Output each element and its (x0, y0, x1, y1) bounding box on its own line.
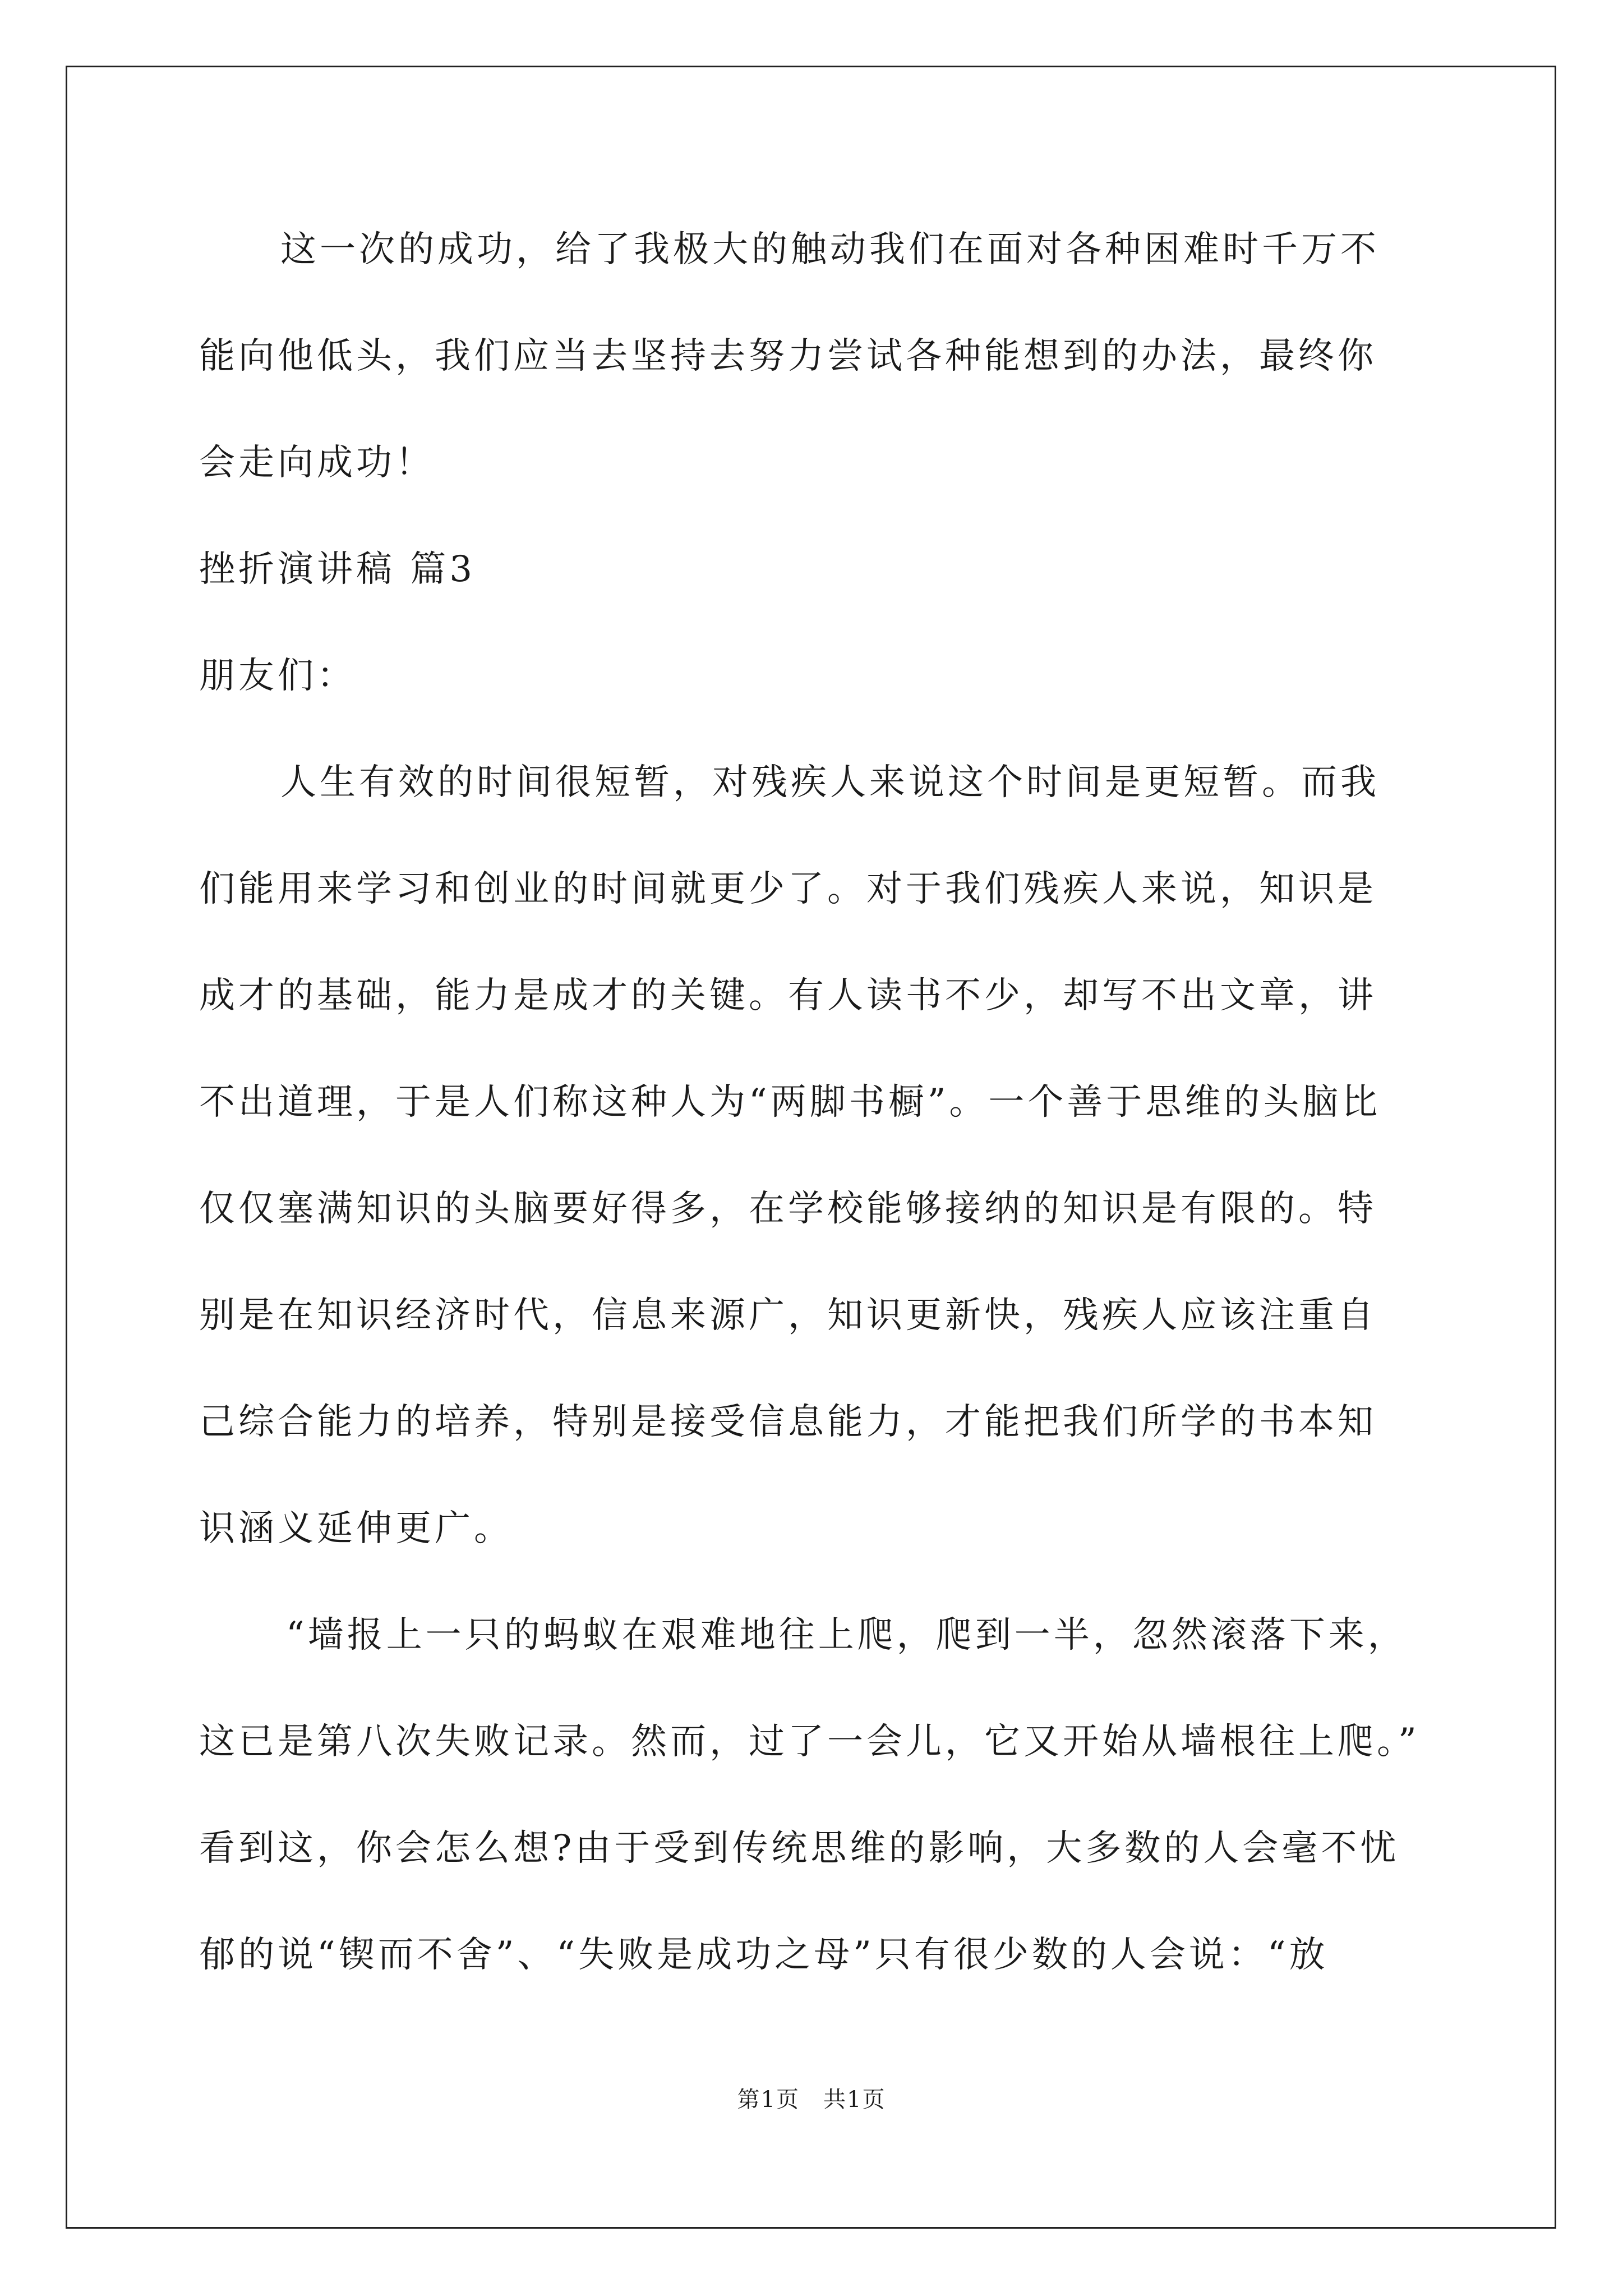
paragraph-line: 识涵义延伸更广。 (199, 1508, 513, 1549)
paragraph-line: 成才的基础，能力是成才的关键。有人读书不少，却写不出文章，讲 (199, 975, 1377, 1016)
paragraph-line: “墙报上一只的蚂蚁在艰难地往上爬，爬到一半，忽然滚落下来， (286, 1614, 1407, 1656)
paragraph-line: 看到这，你会怎么想?由于受到传统思维的影响，大多数的人会毫不忧 (199, 1828, 1400, 1869)
paragraph-line: 人生有效的时间很短暂，对残疾人来说这个时间是更短暂。而我 (280, 762, 1380, 803)
paragraph-line: 能向他低头，我们应当去坚持去努力尝试各种能想到的办法，最终你 (199, 335, 1377, 377)
paragraph-line: 这已是第八次失败记录。然而，过了一会儿，它又开始从墙根往上爬。” (199, 1721, 1420, 1763)
paragraph-line: 这一次的成功，给了我极大的触动我们在面对各种困难时千万不 (280, 229, 1380, 270)
paragraph-line: 郁的说“锲而不舍”、“失败是成功之母”只有很少数的人会说：“放 (199, 1934, 1329, 1976)
paragraph-line: 仅仅塞满知识的头脑要好得多，在学校能够接纳的知识是有限的。特 (199, 1188, 1377, 1230)
page-border (66, 66, 1556, 2229)
paragraph-line: 不出道理，于是人们称这种人为“两脚书橱”。一个善于思维的头脑比 (199, 1082, 1381, 1123)
paragraph-line: 己综合能力的培养，特别是接受信息能力，才能把我们所学的书本知 (199, 1401, 1377, 1443)
paragraph-line: 会走向成功！ (199, 442, 435, 484)
salutation: 朋友们： (199, 655, 356, 697)
section-heading: 挫折演讲稿 篇3 (199, 549, 476, 590)
paragraph-line: 们能用来学习和创业的时间就更少了。对于我们残疾人来说，知识是 (199, 868, 1377, 910)
paragraph-line: 别是在知识经济时代，信息来源广，知识更新快，残疾人应该注重自 (199, 1295, 1377, 1336)
page-number-footer: 第1页 共1页 (737, 2087, 886, 2113)
